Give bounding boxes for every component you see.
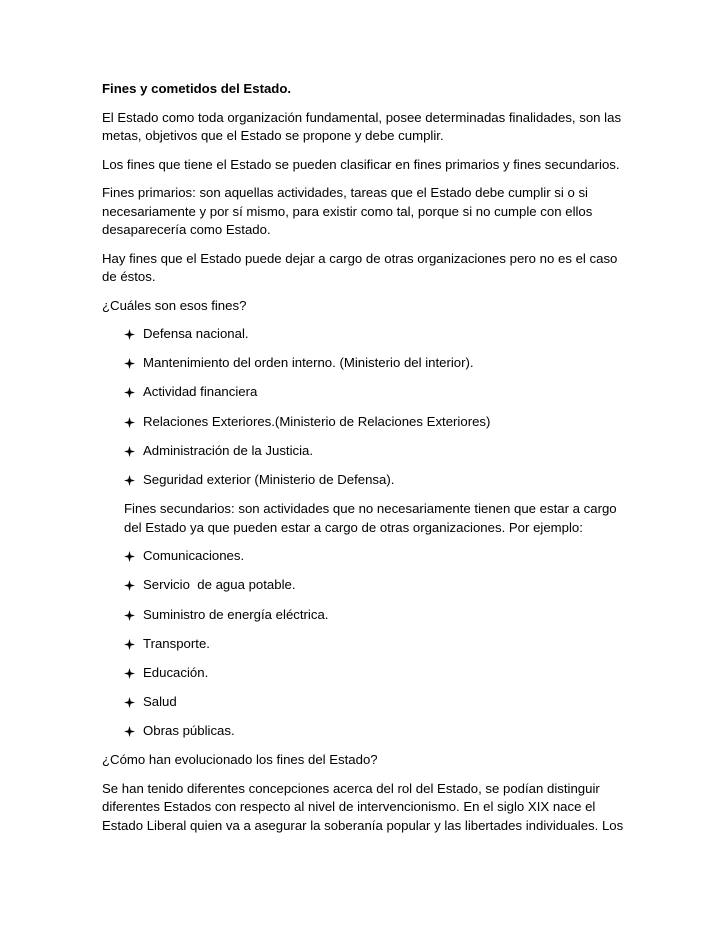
list-item-text: Seguridad exterior (Ministerio de Defensa). <box>143 471 395 487</box>
list-item <box>124 576 624 595</box>
list-item <box>124 606 624 625</box>
list-item <box>124 383 624 402</box>
primary-ends-list <box>102 325 624 489</box>
list-item-text: Suministro de energía eléctrica. <box>143 606 329 622</box>
list-item <box>124 354 624 373</box>
secondary-ends-paragraph: Fines secundarios: son actividades que no necesariamente tienen que estar a cargo del Estado ya que pueden estar a cargo de otras organizaciones. Por ejemplo: <box>124 501 617 535</box>
diamond-bullet-icon <box>124 726 135 737</box>
paragraph: Los fines que tiene el Estado se pueden clasificar en fines primarios y fines secundarios. <box>102 156 620 172</box>
diamond-bullet-icon <box>124 387 135 398</box>
secondary-ends-list <box>102 547 624 741</box>
list-item-text: Obras públicas. <box>143 723 235 739</box>
list-item <box>124 471 624 490</box>
paragraph: El Estado como toda organización fundamental, posee determinadas finalidades, son las metas, objetivos que el Estado se propone y debe cumplir. <box>102 109 622 143</box>
paragraph: Se han tenido diferentes concepciones acerca del rol del Estado, se podían distinguir diferentes Estados con respecto al nivel de intervencionismo. En el siglo XIX nace el Estado Liberal quien va a asegurar la soberanía popular y las libertades individuales. Los <box>102 780 624 833</box>
list-item <box>124 693 624 712</box>
paragraph: Fines primarios: son aquellas actividades, tareas que el Estado debe cumplir si o si necesariamente y por sí mismo, para existir como tal, porque si no cumple con ellos desaparecería como Estado. <box>102 185 593 237</box>
list-item-text: Transporte. <box>143 635 210 651</box>
list-item <box>124 413 624 432</box>
list-item-text: Administración de la Justicia. <box>143 442 314 458</box>
diamond-bullet-icon <box>124 417 135 428</box>
document-body <box>102 80 624 845</box>
paragraph: Hay fines que el Estado puede dejar a cargo de otras organizaciones pero no es el caso de éstos. <box>102 250 618 284</box>
diamond-bullet-icon <box>124 446 135 457</box>
list-item <box>124 325 624 344</box>
list-item-text: Comunicaciones. <box>143 548 245 564</box>
question-heading: ¿Cuáles son esos fines? <box>102 297 247 313</box>
diamond-bullet-icon <box>124 639 135 650</box>
list-item <box>124 664 624 683</box>
list-item-text: Actividad financiera <box>143 384 258 400</box>
list-item <box>124 635 624 654</box>
diamond-bullet-icon <box>124 697 135 708</box>
list-item-text: Educación. <box>143 664 209 680</box>
list-item <box>124 442 624 461</box>
document-title: Fines y cometidos del Estado. <box>102 81 292 96</box>
list-item-text: Defensa nacional. <box>143 326 249 341</box>
list-item-text: Mantenimiento del orden interno. (Ministerio del interior). <box>143 355 474 371</box>
question-heading: ¿Cómo han evolucionado los fines del Estado? <box>102 752 378 768</box>
list-item-text: Servicio de agua potable. <box>143 577 296 593</box>
list-item <box>124 547 624 566</box>
list-item-text: Salud <box>143 694 177 710</box>
diamond-bullet-icon <box>124 358 135 369</box>
diamond-bullet-icon <box>124 551 135 562</box>
diamond-bullet-icon <box>124 580 135 591</box>
diamond-bullet-icon <box>124 329 135 340</box>
diamond-bullet-icon <box>124 610 135 621</box>
list-item <box>124 722 624 741</box>
list-item-text: Relaciones Exteriores.(Ministerio de Relaciones Exteriores) <box>143 413 491 429</box>
diamond-bullet-icon <box>124 668 135 679</box>
diamond-bullet-icon <box>124 475 135 486</box>
